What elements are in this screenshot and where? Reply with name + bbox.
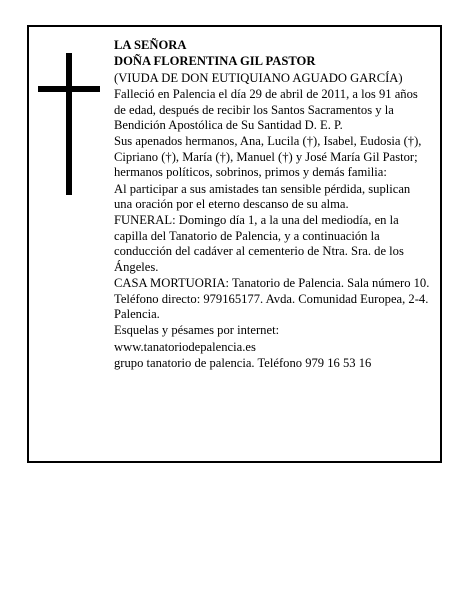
mortuary-paragraph: CASA MORTUORIA: Tanatorio de Palencia. Sala número 10. Teléfono directo: 979165177. Avda. Comunidad Europea, 2-4. Palencia. <box>114 276 430 321</box>
prayer-paragraph: Al participar a sus amistades tan sensible pérdida, suplican una oración por el eterno descanso de su alma. <box>114 181 411 212</box>
cross-vertical-bar <box>66 53 72 195</box>
cross-horizontal-bar <box>38 86 100 92</box>
group-line: grupo tanatorio de palencia. Teléfono 979 16 53 16 <box>114 356 372 371</box>
website-line: www.tanatoriodepalencia.es <box>114 339 256 354</box>
internet-line: Esquelas y pésames por internet: <box>114 323 280 338</box>
obituary-text <box>114 38 430 373</box>
widow-note: (VIUDA DE DON EUTIQUIANO AGUADO GARCÍA) <box>114 70 403 85</box>
family-paragraph: Sus apenados hermanos, Ana, Lucila (†), Isabel, Eudosia (†), Cipriano (†), María (†), Manuel (†) y José María Gil Pastor; hermanos políticos, sobrinos, primos y demás familia: <box>114 134 422 180</box>
funeral-paragraph: FUNERAL: Domingo día 1, a la una del mediodía, en la capilla del Tanatorio de Palencia, y a continuación la conducción del cadáver al cementerio de Ntra. Sra. de los Ángeles. <box>114 213 404 274</box>
death-paragraph: Falleció en Palencia el día 29 de abril de 2011, a los 91 años de edad, después de recibir los Santos Sacramentos y la Bendición Apostólica de Su Santidad D. E. P. <box>114 87 418 133</box>
deceased-name: DOÑA FLORENTINA GIL PASTOR <box>114 54 316 69</box>
heading-title: LA SEÑORA <box>114 38 187 52</box>
